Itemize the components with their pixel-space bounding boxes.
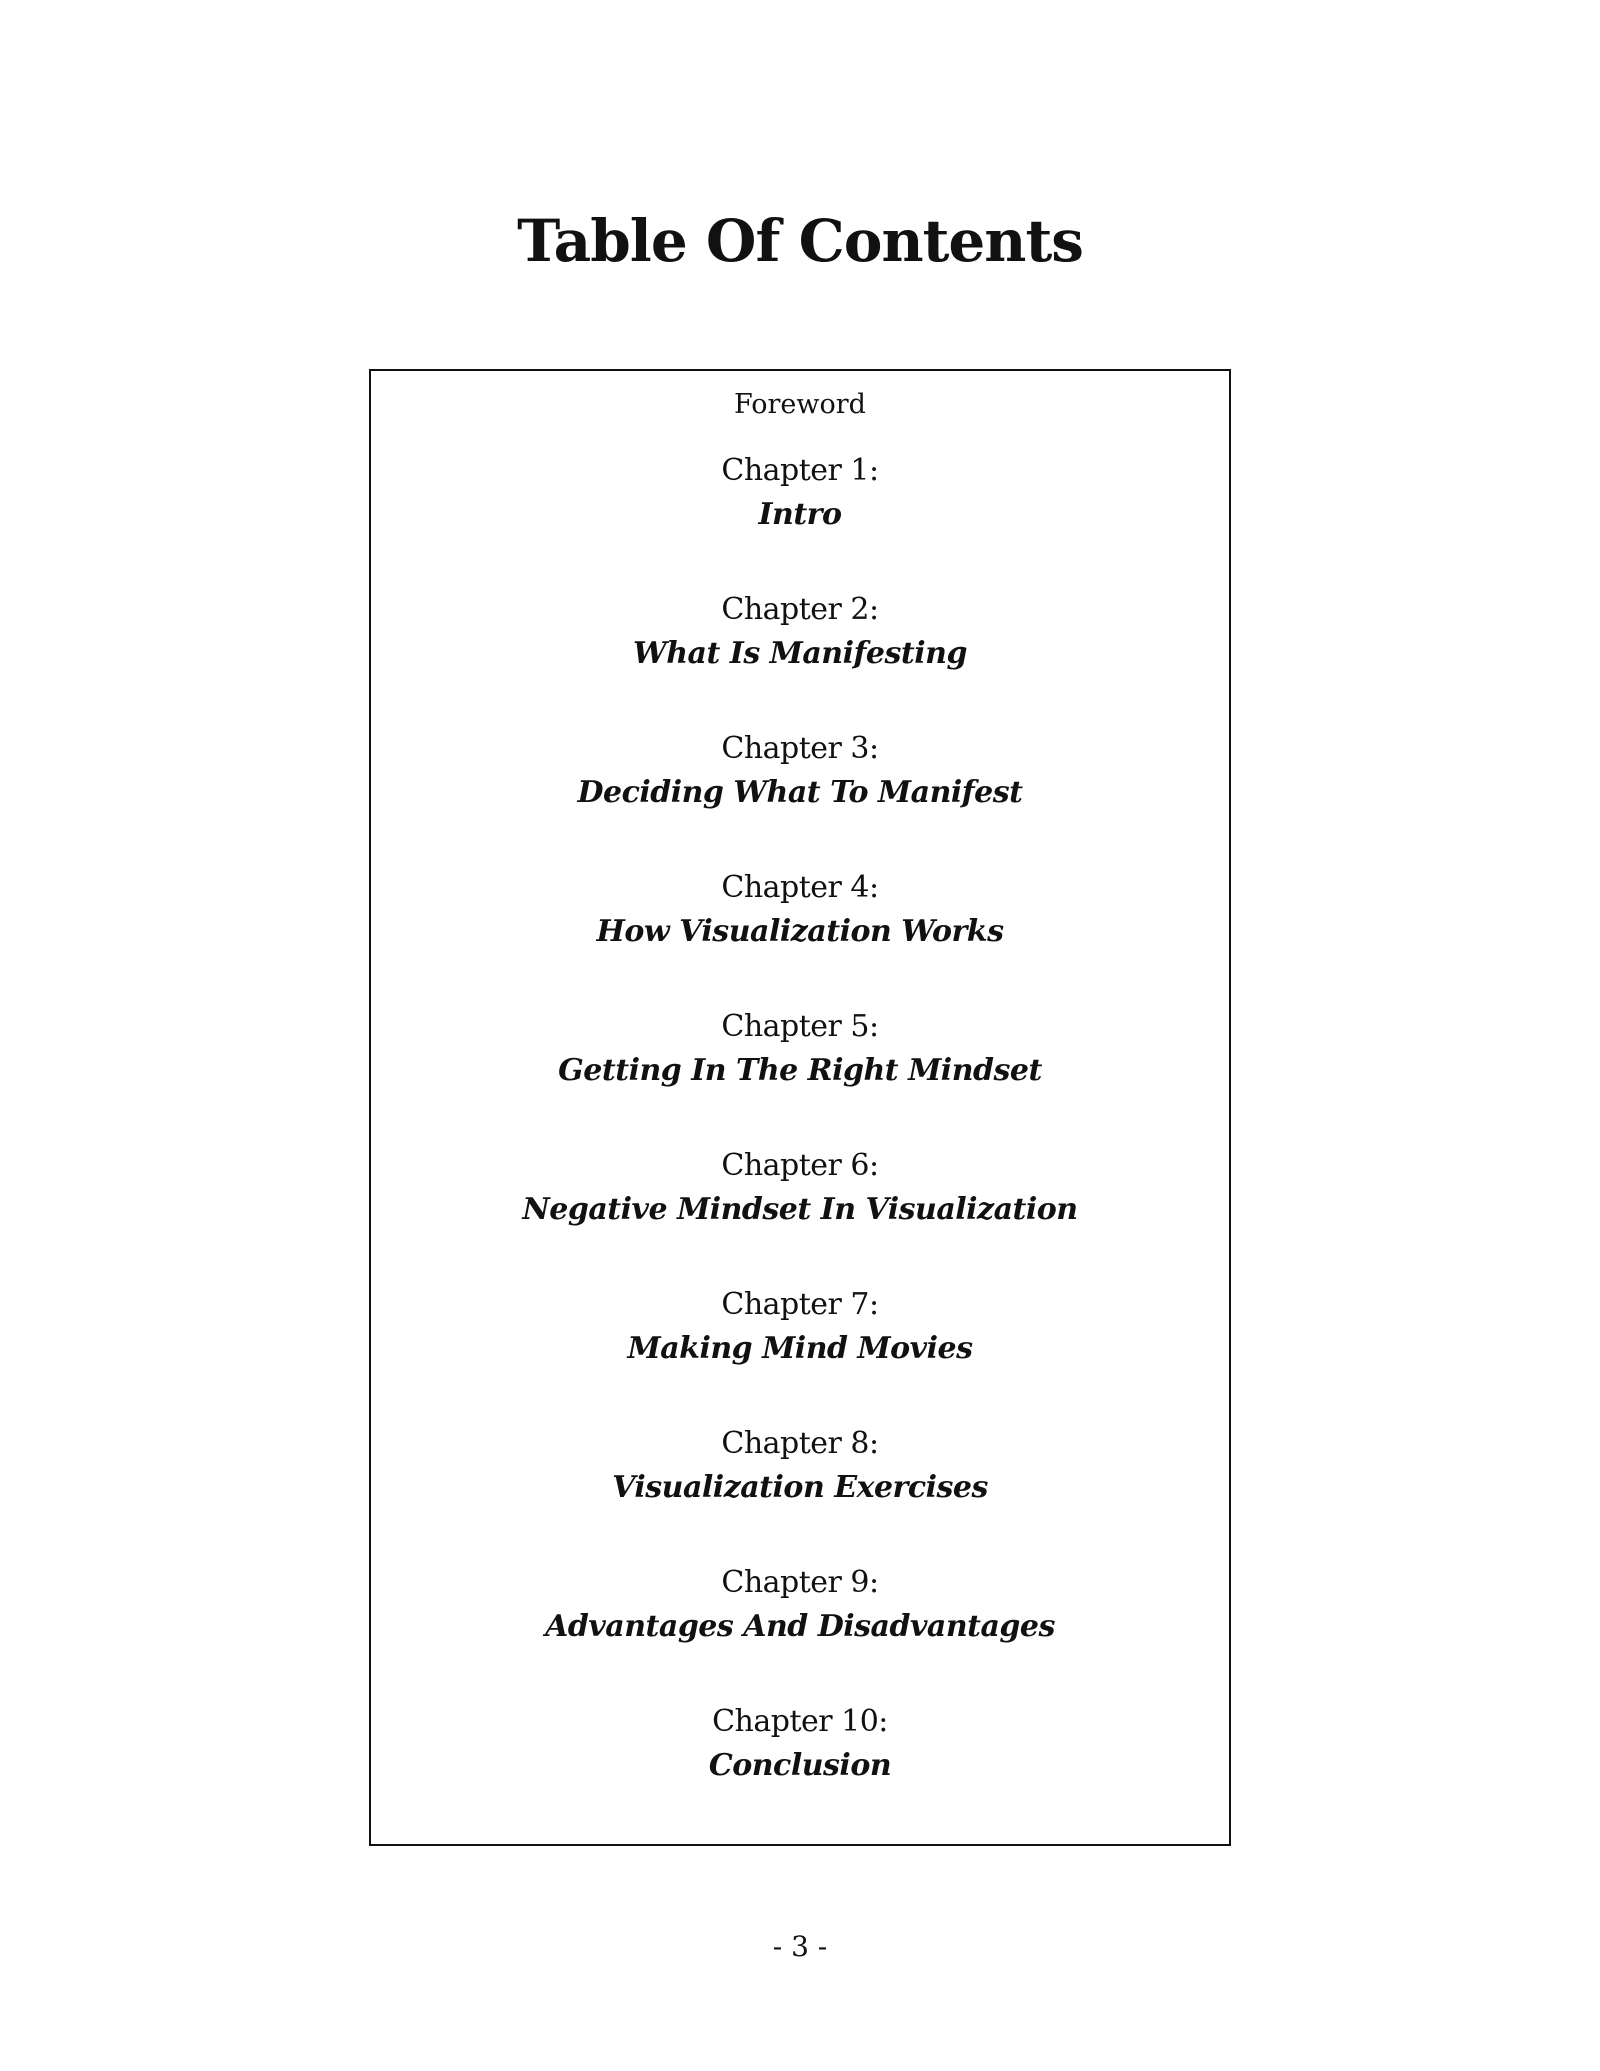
chapter-title: Intro [758,497,842,532]
page-number: - 3 - [772,1930,828,1963]
chapter-entry-10 [371,1700,1229,1839]
foreword-entry: Foreword [734,389,866,420]
chapter-title: How Visualization Works [596,914,1004,949]
chapter-entry-9 [371,1561,1229,1700]
chapter-label: Chapter 1: [721,453,879,488]
chapter-label: Chapter 10: [712,1704,888,1739]
chapter-list [371,449,1229,1839]
chapter-label: Chapter 7: [721,1287,879,1322]
table-of-contents-box [369,369,1231,1846]
chapter-label: Chapter 3: [721,731,879,766]
chapter-entry-4 [371,866,1229,1005]
chapter-title: What Is Manifesting [633,636,967,671]
chapter-label: Chapter 2: [721,592,879,627]
chapter-label: Chapter 5: [721,1009,879,1044]
chapter-entry-3 [371,727,1229,866]
chapter-label: Chapter 4: [721,870,879,905]
chapter-title: Advantages And Disadvantages [545,1609,1055,1644]
chapter-entry-7 [371,1283,1229,1422]
chapter-entry-5 [371,1005,1229,1144]
chapter-entry-2 [371,588,1229,727]
chapter-label: Chapter 8: [721,1426,879,1461]
chapter-entry-8 [371,1422,1229,1561]
chapter-label: Chapter 6: [721,1148,879,1183]
chapter-title: Negative Mindset In Visualization [522,1192,1078,1227]
chapter-title: Getting In The Right Mindset [558,1053,1042,1088]
page-title: Table Of Contents [517,207,1083,275]
chapter-label: Chapter 9: [721,1565,879,1600]
chapter-title: Conclusion [708,1748,892,1783]
chapter-entry-1 [371,449,1229,588]
chapter-title: Deciding What To Manifest [577,775,1023,810]
chapter-entry-6 [371,1144,1229,1283]
chapter-title: Making Mind Movies [627,1331,973,1366]
chapter-title: Visualization Exercises [612,1470,988,1505]
